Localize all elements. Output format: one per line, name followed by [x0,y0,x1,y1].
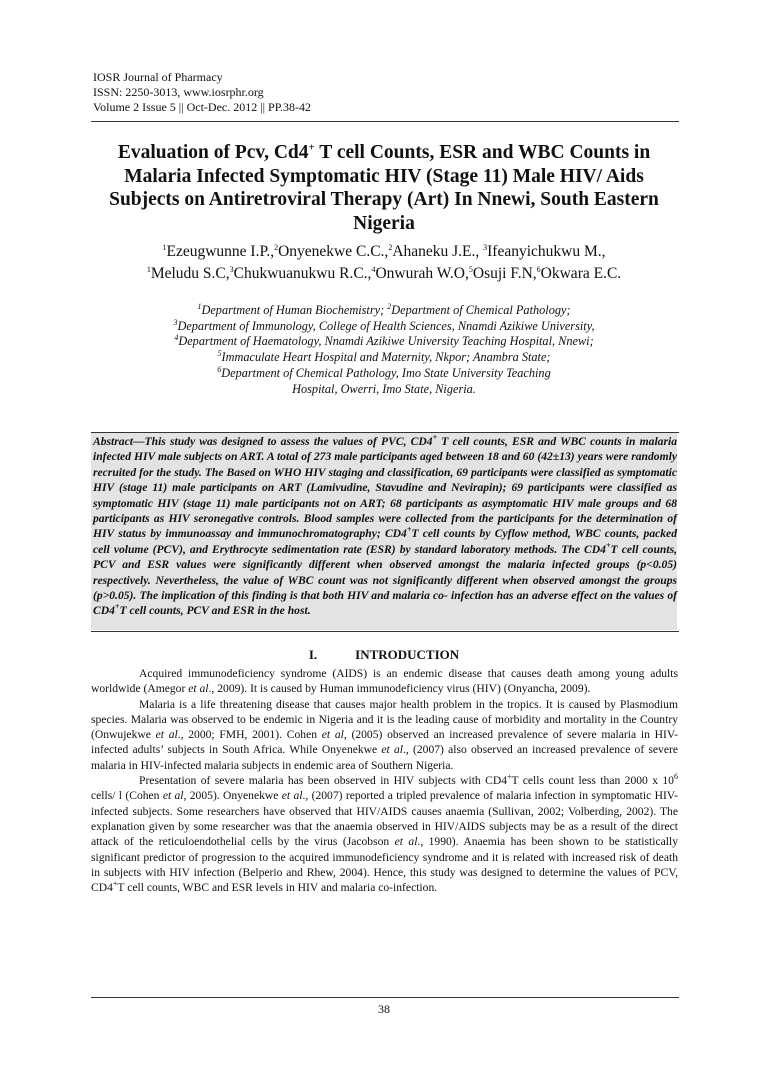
section-heading [90,647,678,663]
affiliation-line: $^1$Department of Human Biochemistry; $^2$Department of Chemical Pathology; [197,301,571,317]
affiliation-line: $^6$Department of Chemical Pathology, Imo State University Teaching [217,364,551,380]
footer-rule [91,997,679,998]
section-number: I. [308,647,318,662]
author-line-1: $^1$Ezeugwunne I.P.,$^2$Onyenekwe C.C.,$^2$Ahaneku J.E., $^3$Ifeanyichukwu M., [162,242,606,260]
affiliation-line: $^3$Department of Immunology, College of Health Sciences, Nnamdi Azikiwe University, [173,317,595,333]
abstract: Abstract—This study was designed to assess the values of PVC, CD4+ T cell counts, ESR and WBC counts in malaria infected HIV male subjects on ART. A total of 273 male participants aged between 18 and 60 (42±13) years were randomly recruited for the study. The Based on WHO HIV staging and classification, 69 participants were classified as symptomatic HIV (stage 11) male participants on ART (Lamivudine, Stavudine and Nevirapin); 69 participants were classified as symptomatic HIV (stage 11) male participants not on ART; 68 participants as asymptomatic HIV male groups and 68 participants as HIV seronegative controls. Blood samples were collected from the participants for the determination of HIV status by immunoassay and immunochromatography; CD4+T cell counts by Cyflow method, WBC counts, packed cell volume (PCV), and Erythrocyte sedimentation rate (ESR) by standard laboratory methods. The CD4+T cell counts, PCV and ESR values were significantly different when observed amongst the malaria infected groups (p<0.05) respectively. Nevertheless, the value of WBC count was not significantly different when observed amongst the groups (p>0.05). The implication of this finding is that both HIV and malaria co- infection has an adverse effect on the values of CD4+T cell counts, PCV and ESR in the host. [93,433,678,618]
affiliations [90,303,678,397]
abstract-label: Abstract [93,435,133,448]
abstract-bottom-rule [91,631,679,632]
title-text-rest: T cell Counts, ESR and WBC Counts in Malaria Infected Symptomatic HIV (Stage 11) Male HIV/ Aids Subjects on Antiretroviral Therapy (Art) In Nnewi, South Eastern Nigeria [109,142,659,234]
author: Onyenekwe C.C., [278,243,389,260]
paragraph: Acquired immunodeficiency syndrome (AIDS) is an endemic disease that causes death among young adults worldwide (Amegor et al., 2009). It is caused by Human immunodeficiency virus (HIV) (Onyancha, 2009). [91,667,678,696]
title-text: Evaluation of Pcv, Cd4 [117,142,309,163]
journal-issn: ISSN: 2250-3013, www.iosrphr.org [93,85,264,99]
affiliation-line: $^5$Immaculate Heart Hospital and Maternity, Nkpor; Anambra State; [217,349,551,365]
author: Ezeugwunne I.P., [166,243,275,260]
journal-volume: Volume 2 Issue 5 || Oct-Dec. 2012 || PP.38-42 [93,100,312,114]
author: Onwurah W.O, [375,265,469,282]
header-rule [91,121,679,122]
author: Meludu S.C, [150,265,230,282]
title-superscript: + [308,141,315,154]
affiliation-line: Hospital, Owerri, Imo State, Nigeria. [292,381,476,396]
author: Ahaneku J.E., [392,243,484,260]
introduction-body [91,666,678,895]
abstract-top-rule [91,432,679,433]
paragraph: Presentation of severe malaria has been observed in HIV subjects with CD4+T cells count less than 2000 x $10^6$ cells/ l (Cohen et al, 2005). Onyenekwe et al., (2007) reported a tripled prevalence of malaria infection in symptomatic HIV-infected subjects. Some researchers have observed that HIV/AIDS causes anaemia (Sullivan, 2002; Volberding, 2002). The explanation given by some researcher was that the anaemia observed in HIV/AIDS subjects may be as a result of the direct attack of the reticuloendothelial cells by the virus (Jacobson et al., 1990). Anaemia has been shown to be statistically significant predictor of progression to the acquired immunodeficiency syndrome and it is related with increased risk of death in subjects with HIV infection (Belperio and Rhew, 2004). Hence, this study was designed to determine the values of PCV, CD4+T cell counts, WBC and ESR levels in HIV and malaria co-infection. [91,772,678,895]
page-number: 38 [378,1002,390,1016]
journal-header [93,70,693,115]
affiliation-line: $^4$Department of Haematology, Nnamdi Azikiwe University Teaching Hospital, Nnewi; [174,333,594,349]
section-title: INTRODUCTION [355,647,460,662]
author-line-2: $^1$Meludu S.C,$^3$Chukwuanukwu R.C.,$^4$Onwurah W.O,$^5$Osuji F.N,$^6$Okwara E.C. [146,264,622,282]
paper-title [90,141,678,235]
author: Okwara E.C. [540,265,622,282]
author: Ifeanyichukwu M., [487,243,606,260]
author: Chukwuanukwu R.C., [233,265,372,282]
author: Osuji F.N, [472,265,537,282]
journal-name: IOSR Journal of Pharmacy [93,70,223,84]
author-list [90,241,678,285]
paragraph: Malaria is a life threatening disease that causes major health problem in the tropics. It is caused by Plasmodium species. Malaria was observed to be endemic in Nigeria and it is the leading cause of morbidity and mortality in the Country (Onwujekwe et al., 2000; FMH, 2001). Cohen et al, (2005) observed an increased prevalence of severe malaria in HIV-infected adults’ subjects in South Africa. While Onyenekwe et al., (2007) also observed an increased prevalence of severe malaria in HIV-infected malaria subjects in endemic area of Southern Nigeria. [91,697,678,772]
